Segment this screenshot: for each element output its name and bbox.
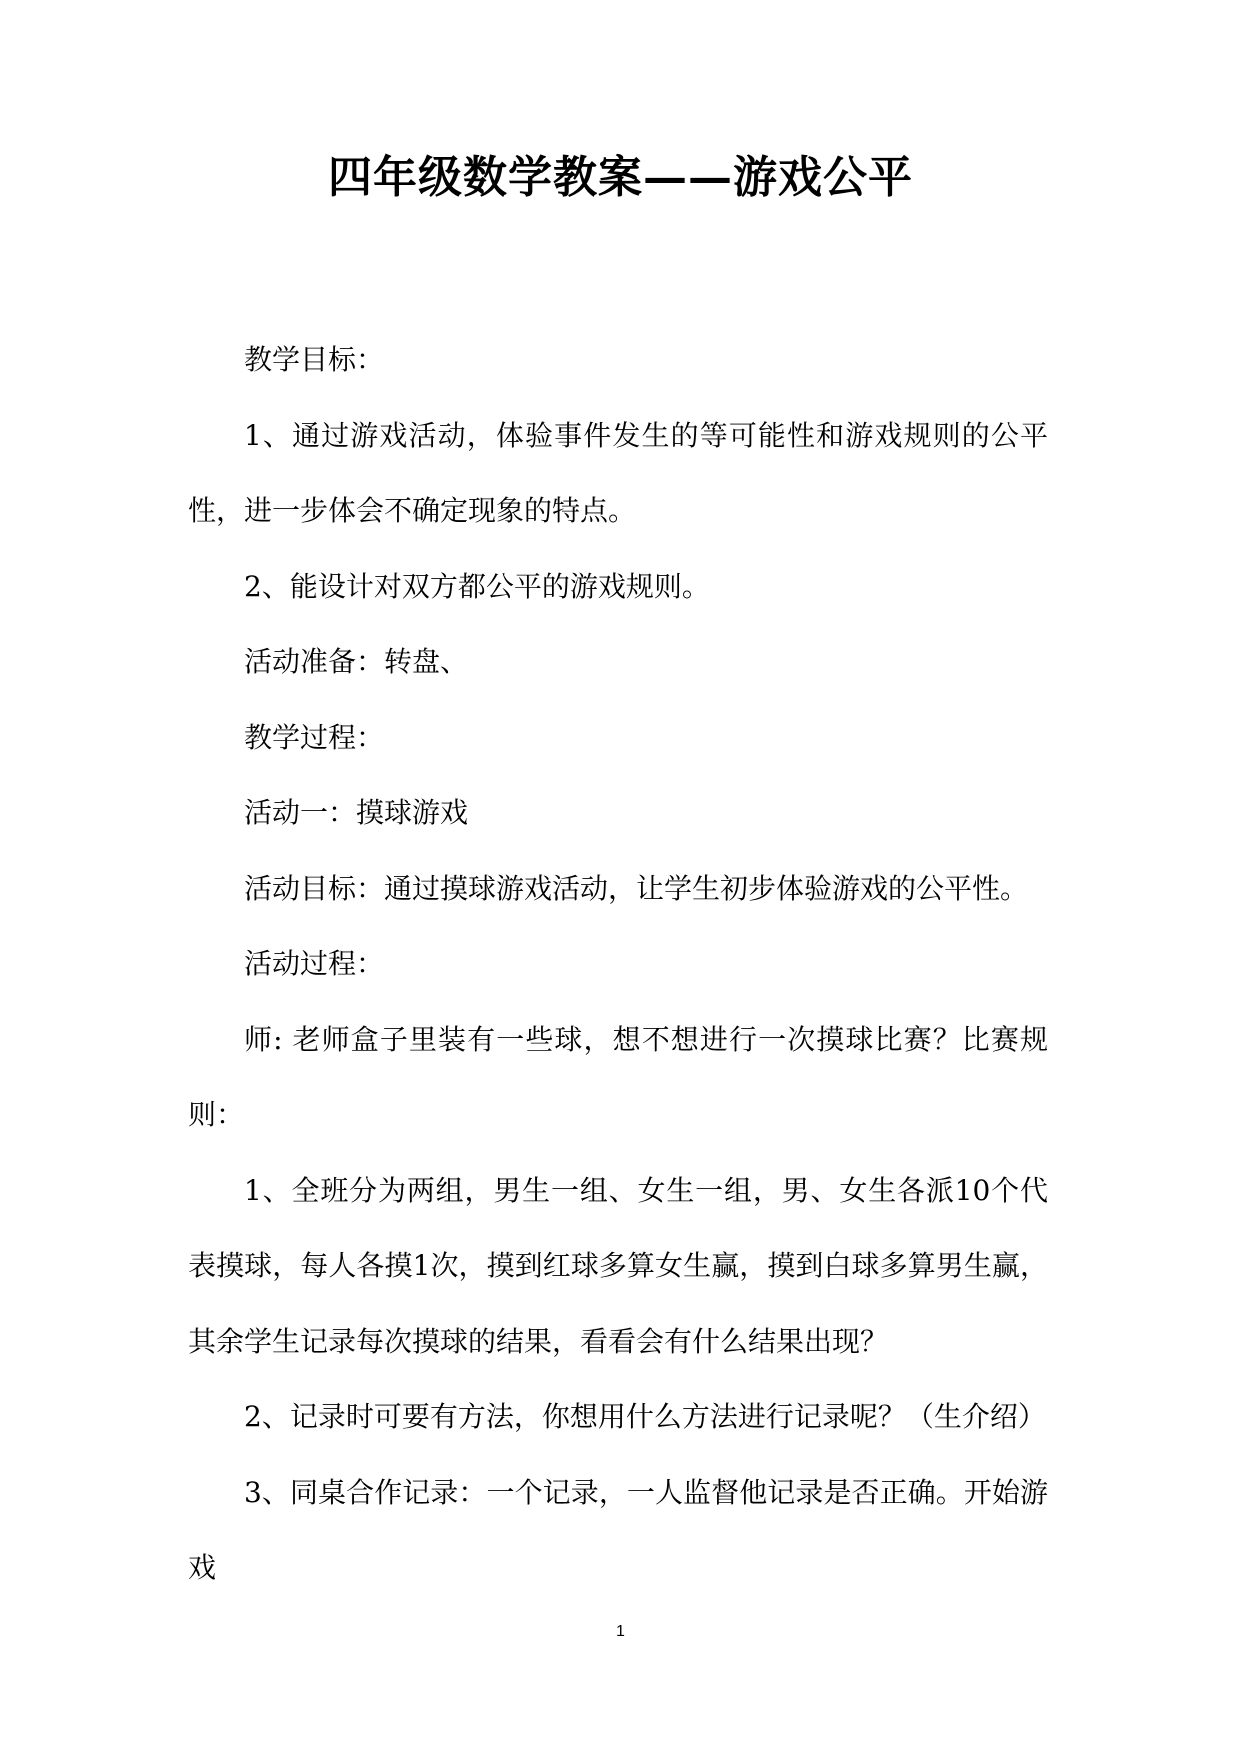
paragraph-teaching-goals-heading: 教学目标： <box>244 343 385 376</box>
paragraph-rule-3: 3、同桌合作记录：一个记录，一人监督他记录是否正确。开始游戏 <box>188 1475 1048 1584</box>
paragraph-goal-2: 2、能设计对双方都公平的游戏规则。 <box>244 569 710 603</box>
page-number: 1 <box>616 1623 625 1640</box>
paragraph-goal-1: 1、通过游戏活动，体验事件发生的等可能性和游戏规则的公平性，进一步体会不确定现象的特点。 <box>188 418 1048 527</box>
paragraph-teacher-intro: 师: 老师盒子里装有一些球，想不想进行一次摸球比赛？比赛规则： <box>188 1022 1048 1131</box>
paragraph-activity-preparation: 活动准备：转盘、 <box>244 645 469 678</box>
paragraph-activity-goal: 活动目标：通过摸球游戏活动，让学生初步体验游戏的公平性。 <box>244 871 1029 905</box>
paragraph-rule-1: 1、全班分为两组，男生一组、女生一组，男、女生各派10个代表摸球，每人各摸1次，摸到红球多算女生赢，摸到白球多算男生赢，其余学生记录每次摸球的结果，看看会有什么结果出现？ <box>188 1173 1048 1358</box>
document-body <box>188 322 1048 1606</box>
paragraph-activity-process-heading: 活动过程： <box>244 947 385 980</box>
paragraph-rule-2: 2、记录时可要有方法，你想用什么方法进行记录呢？（生介绍） <box>244 1400 1046 1433</box>
paragraph-teaching-process-heading: 教学过程： <box>244 720 385 754</box>
paragraph-activity-one: 活动一：摸球游戏 <box>244 796 469 829</box>
document-title: 四年级数学教案——游戏公平 <box>328 152 913 203</box>
